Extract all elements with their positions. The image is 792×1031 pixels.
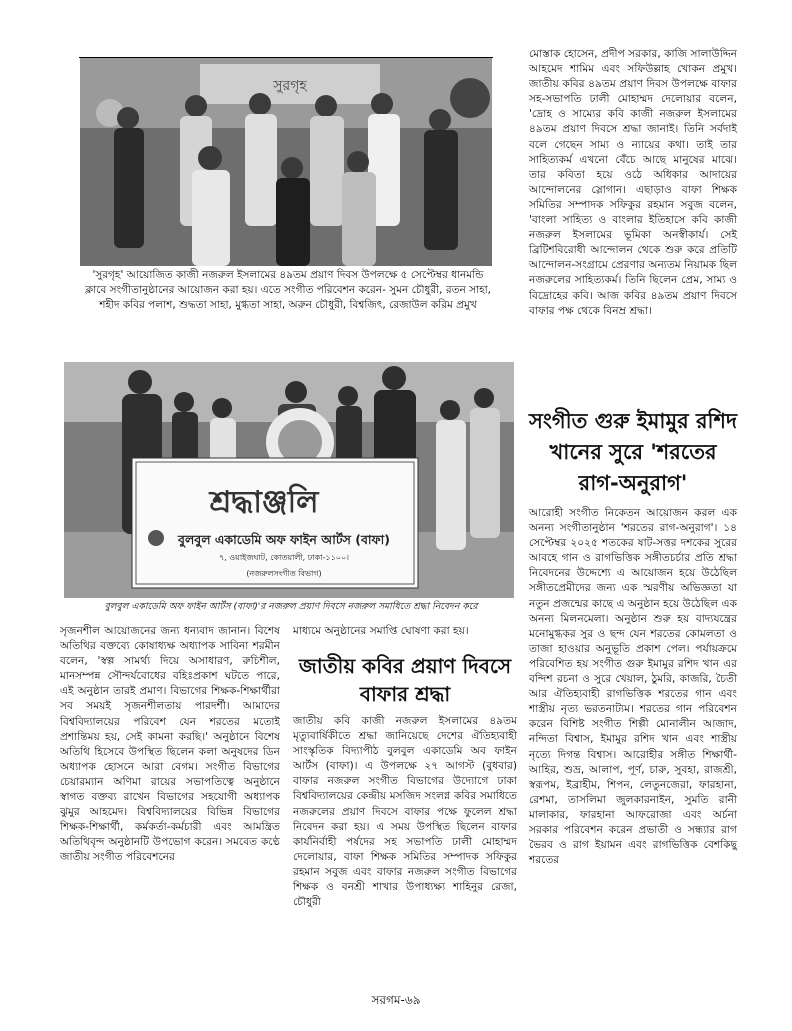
heading-bafa-tribute: জাতীয় কবির প্রয়াণ দিবসে বাফার শ্রদ্ধা — [298, 654, 512, 706]
right-column-text — [529, 47, 737, 319]
mid-column-text — [293, 714, 517, 910]
sharoter-rag-article: আরোহী সংগীত নিকেতন আয়োজন করল এক অনন্য সংগীতানুষ্ঠান 'শরতের রাগ-অনুরাগ'। ১৪ সেপ্টেম্বর ২০২৫ শতকের ষাট-সত্তর দশকের সুরের আবহে গান ও রাগভিত্তিক সঙ্গীতচর্চার প্রতি শ্রদ্ধা নিবেদনের উদ্দেশ্যে এ আয়োজন হয়ে উঠেছিল সঙ্গীতপ্রেমীদের জন্য এক স্মরণীয় অভিজ্ঞতা যা নতুন প্রজন্মের কাছে এ অনুষ্ঠান হয়ে উঠেছিল এক অনন্য মিলনমেলা। অনুষ্ঠান শুরু হয় বাদ্যযন্ত্রের মনোমুগ্ধকর সুর ও ছন্দ যেন শরতের কোমলতা ও তাজা হাওয়ার অনুভূতি প্রকাশ পেল। পর্যায়ক্রমে পরিবেশিত হয় সংগীত গুরু ইমামুর রশিদ খান এর বন্দিশ রচনা ও সুরে খেয়াল, ঠুমরি, কাজরি, চৈতী আর ঐতিহ্যবাহী রাগভিত্তিক শরতের গান এবং শাস্ত্রীয় নৃত্য ভরতনাট্যম। শরতের গান পরিবেশন করেন বিশিষ্ট সংগীত শিল্পী মোনালীন আজাদ, নন্দিতা বিশ্বাস, ইমামুর রশিদ খান এবং শাস্ত্রীয় নৃত্যে দিগন্ত বিশ্বাস। আরোহীর সঙ্গীত শিক্ষার্থী- আহির, শুভ্র, আলাপ, পূর্ণ, চারু, সুবহা, রাজশ্রী, স্বরূপম, ইব্রাহীম, শিপন, লেতুনজেরা, ফারহানা, রেশমা, তাসলিমা জুলকারনাইন, সুমতি রানী মালাকার, ফারহানা আফরোজা এবং অর্চনা সরকার পরিবেশন করেন প্রভাতী ও সন্ধ্যার রাগ ভৈরব ও রাগ ইয়ামন এবং রাগভিত্তিক বেশকিছু শরতের — [529, 507, 737, 867]
photo2-caption: বুলবুল একাডেমি অফ ফাইন আর্টস (বাফা)'র নজরুল প্রয়াণ দিবসে নজরুল সমাধিতে শ্রদ্ধা নিবেদন করে — [104, 601, 478, 612]
banner-surgriho-text: সুরগৃহ — [273, 78, 307, 94]
closing-line: মাধ্যমে অনুষ্ঠানের সমাপ্তি ঘোষণা করা হয়। — [293, 625, 469, 637]
left-column-text — [60, 624, 280, 866]
page-footer: সরগম-৬৯ — [371, 993, 421, 1007]
banner-org: বুলবুল একাডেমি অফ ফাইন আর্টস (বাফা) — [177, 532, 391, 547]
nazrul-tribute-continued: মোস্তাক হোসেন, প্রদীপ সরকার, কাজি সালাউদ্দিন আহমেদ শামিম এবং সফিউল্লাহ খোকন প্রমুখ। জাতীয় কবির ৪৯তম প্রয়াণ দিবস উপলক্ষে বাফার সহ-সভাপতি ঢালী মোহাম্মদ দেলোয়ার বলেন, 'দ্রোহ ও সাম্যের কবি কাজী নজরুল ইসলামের ৪৯তম প্রয়াণ দিবসে শ্রদ্ধা জানাই। তিনি সর্বদাই বলে গেছেন সাম্য ও ন্যায়ের কথা। তাই তার সাহিত্যকর্ম এখনো বেঁচে আছে মানুষের মাঝে। তার কবিতা হয়ে ওঠে অধিকার আদায়ের আন্দোলনের স্লোগান। এছাড়াও বাফা শিক্ষক সমিতির সম্পাদক সফিকুর রহমান সবুজ বলেন, 'বাংলা সাহিত্য ও বাংলার ইতিহাসে কবি কাজী নজরুল ইসলামের ভূমিকা অনস্বীকার্য। সেই ব্রিটিশবিরোধী আন্দোলন থেকে শুরু করে প্রতিটি আন্দোলন-সংগ্রামে প্রেরণার অন্যতম নিয়ামক ছিল নজরুলের সাহিত্যকর্ম। তিনি ছিলেন প্রেম, সাম্য ও বিদ্রোহের কবি। আজ কবির ৪৯তম প্রয়াণ দিবসে বাফার পক্ষ থেকে বিনম্র শ্রদ্ধা। — [529, 48, 737, 317]
banner-title: শ্রদ্ধাঞ্জলি — [209, 485, 319, 520]
children-group-photo — [80, 58, 492, 266]
mid-column-top — [293, 624, 517, 639]
photo1-border — [79, 57, 493, 58]
bafa-tribute-article: জাতীয় কবি কাজী নজরুল ইসলামের ৪৯তম মৃত্যুবার্ষিকীতে শ্রদ্ধা জানিয়েছে দেশের ঐতিহ্যবাহী সাংস্কৃতিক বিদ্যাপীঠ বুলবুল একাডেমি অব ফাইন আর্টস (বাফা)। এ উপলক্ষে ২৭ আগস্ট (বুধবার) বাফার নজরুল সংগীত বিভাগের উদ্যোগে ঢাকা বিশ্ববিদ্যালয়ের কেন্দ্রীয় মসজিদ সংলগ্ন কবির সমাধিতে নজরুলের প্রয়াণ দিবসে বাফার পক্ষে ফুলেল শ্রদ্ধা নিবেদন করা হয়। এ সময় উপস্থিত ছিলেন বাফার কার্যনির্বাহী পর্ষদের সহ সভাপতি ঢালী মোহাম্মদ দেলোয়ার, বাফা শিক্ষক সমিতির সম্পাদক সফিকুর রহমান সবুজ এবং বাফার নজরুল সংগীত বিভাগের শিক্ষক ও বনশ্রী শাখার উপাধ্যক্ষ্য শাহিনুর রেজা, চৌধুরী — [293, 715, 517, 909]
photo1-caption: 'সুরগৃহ' আয়োজিত কাজী নজরুল ইসলামের ৪৯তম প্রয়াণ দিবস উপলক্ষে ৫ সেপ্টেম্বর ধানমন্ডি ক্লাবে সংগীতানুষ্ঠানের আয়োজন করা হয়। এতে সংগীত পরিবেশন করেন- সুমন চৌধুরী, রতন সাহা, শহীদ কবির পলাশ, শুদ্ধতা সাহা, মুগ্ধতা সাহা, অরুন চৌধুরী, বিশ্বজিৎ, রেজাউল করিম প্রমুখ — [85, 269, 491, 311]
right-column-text-2 — [529, 506, 737, 868]
heading-sharoter-rag: সংগীত গুরু ইমামুর রশিদ খানের সুরে 'শরতের রাগ-অনুরাগ' — [529, 409, 738, 495]
tribute-group-photo — [64, 362, 514, 598]
banner-address: ৭, ওয়াইজঘাট, কোতয়ালী, ঢাকা-১১০০। — [218, 553, 350, 562]
university-event-continued: সৃজনশীল আয়োজনের জন্য ধন্যবাদ জানান। বিশেষ অতিথির বক্তব্যে কোষাধ্যক্ষ অধ্যাপক সাবিনা শরমীন বলেন, 'স্বল্প সামর্থ্য দিয়ে অসাধারণ, রুচিশীল, মানসম্পন্ন সৌন্দর্যবোধের বহিঃপ্রকাশ ঘটতে পারে, এই অনুষ্ঠান তারই প্রমাণ। বিভাগের শিক্ষক-শিক্ষার্থীরা সব সময়ই সৃজনশীলতায় পারদর্শী। আমাদের বিশ্ববিদ্যালয়ের পরিবেশ যেন শরতের মতোই প্রশান্তিময় হয়, সেই কামনা করছি।' অনুষ্ঠানে বিশেষ অতিথি হিসেবে উপস্থিত ছিলেন কলা অনুষদের ডিন অধ্যাপক হোসনে আরা বেগম। সংগীত বিভাগের চেয়ারম্যান অণিমা রায়ের সভাপতিত্বে অনুষ্ঠানে স্বাগত বক্তব্য রাখেন বিভাগের সহযোগী অধ্যাপক ঝুমুর আহমেদ। বিশ্ববিদ্যালয়ের বিভিন্ন বিভাগের শিক্ষক-শিক্ষার্থী, কর্মকর্তা-কর্মচারী এবং আমন্ত্রিত অতিথিবৃন্দ অনুষ্ঠানটি উপভোগ করেন। সমবেত কণ্ঠে জাতীয় সংগীত পরিবেশনের — [60, 625, 280, 864]
banner-dept: (নজরুলসংগীত বিভাগ) — [246, 569, 322, 578]
